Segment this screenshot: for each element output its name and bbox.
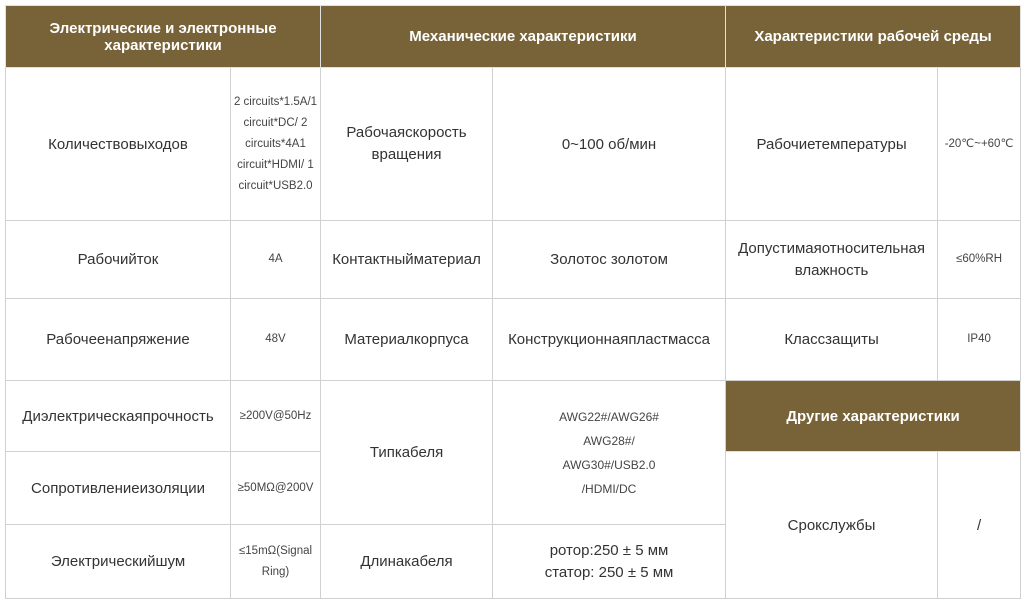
mechanical-label: Материалкорпуса [321, 299, 493, 381]
cable-length-stator: статор: 250 ± 5 мм [544, 563, 674, 581]
header-other: Другие характеристики [726, 381, 1021, 452]
electrical-value: 4A [231, 221, 321, 299]
other-label: Срокслужбы [726, 452, 938, 599]
mechanical-value [493, 525, 726, 599]
electrical-value: ≥50MΩ@200V [231, 452, 321, 525]
electrical-value: ≥200V@50Hz [231, 381, 321, 452]
other-value: / [938, 452, 1021, 599]
mechanical-value: Конструкционнаяпластмасса [493, 299, 726, 381]
mechanical-label: Длинакабеля [321, 525, 493, 599]
cable-length-rotor: ротор:250 ± 5 мм [549, 541, 669, 559]
electrical-value: ≤15mΩ(Signal Ring) [231, 525, 321, 599]
electrical-label: Электрическийшум [6, 525, 231, 599]
electrical-value: 48V [231, 299, 321, 381]
environment-label: Рабочиетемпературы [726, 68, 938, 221]
mechanical-value: AWG22#/AWG26# AWG28#/ AWG30#/USB2.0 /HDMI/DC [493, 381, 726, 525]
mechanical-value: 0~100 об/мин [493, 68, 726, 221]
electrical-label: Рабочийток [6, 221, 231, 299]
header-environment: Характеристики рабочей среды [726, 6, 1021, 68]
environment-value: -20℃~+60℃ [938, 68, 1021, 221]
mechanical-value: Золотос золотом [493, 221, 726, 299]
electrical-label: Сопротивлениеизоляции [6, 452, 231, 525]
environment-value: ≤60%RH [938, 221, 1021, 299]
electrical-value: 2 circuits*1.5A/1 circuit*DC/ 2 circuits*4A1 circuit*HDMI/ 1 circuit*USB2.0 [231, 68, 321, 221]
electrical-label: Количествовыходов [6, 68, 231, 221]
electrical-label: Диэлектрическаяпрочность [6, 381, 231, 452]
header-mechanical: Механические характеристики [321, 6, 726, 68]
environment-value: IP40 [938, 299, 1021, 381]
mechanical-label: Рабочаяскорость вращения [321, 68, 493, 221]
environment-label: Классзащиты [726, 299, 938, 381]
electrical-label: Рабочеенапряжение [6, 299, 231, 381]
mechanical-label: Контактныйматериал [321, 221, 493, 299]
header-electrical: Электрические и электронные характеристики [6, 6, 321, 68]
spec-table [5, 5, 1021, 599]
mechanical-label: Типкабеля [321, 381, 493, 525]
environment-label: Допустимаяотносительная влажность [726, 221, 938, 299]
